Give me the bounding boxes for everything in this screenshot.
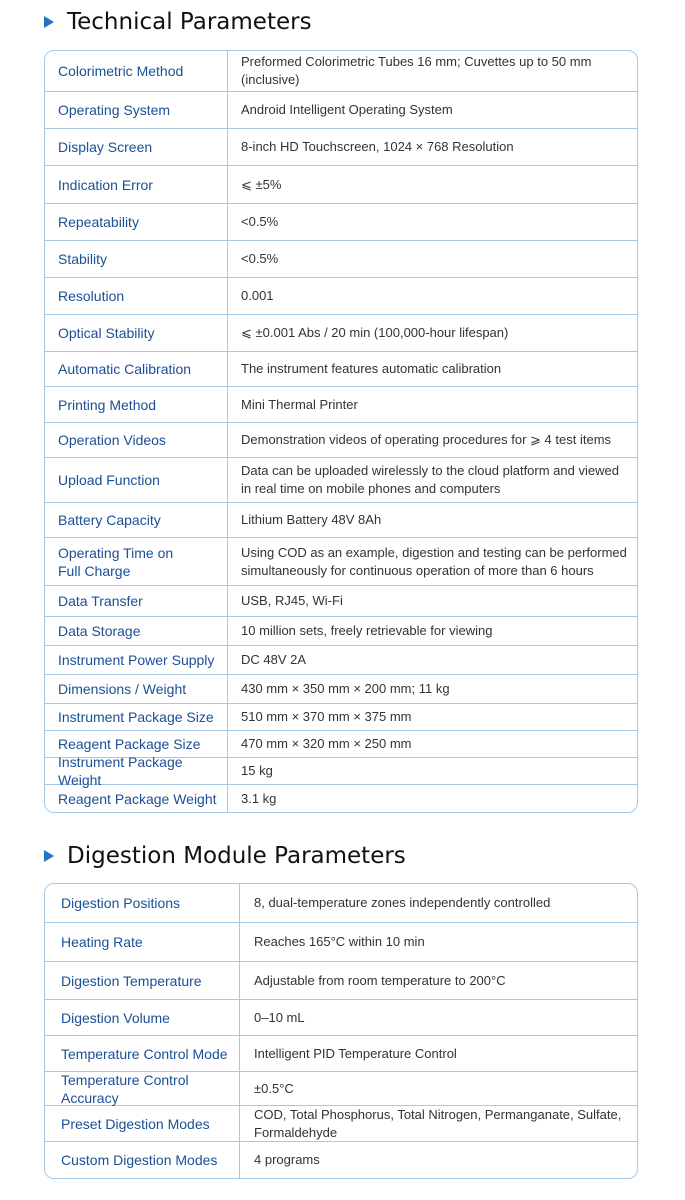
- parameter-value: Data can be uploaded wirelessly to the cloud platform and viewed in real time on mobile phones and computers: [241, 463, 619, 496]
- parameter-value: ⩽ ±5%: [241, 176, 282, 192]
- table-row: [45, 884, 637, 922]
- digestion-module-parameters-title: [44, 843, 406, 869]
- parameter-label: Preset Digestion Modes: [45, 1106, 240, 1141]
- technical-parameters-title-text: Technical Parameters: [67, 9, 312, 35]
- table-row: [45, 674, 637, 703]
- table-row: [45, 961, 637, 999]
- parameter-value: 8-inch HD Touchscreen, 1024 × 768 Resolution: [241, 139, 514, 154]
- table-row: [45, 165, 637, 203]
- parameter-label: Display Screen: [45, 129, 228, 165]
- parameter-value: The instrument features automatic calibration: [241, 361, 502, 376]
- parameter-value: 8, dual-temperature zones independently controlled: [254, 895, 551, 910]
- parameter-label: Reagent Package Weight: [45, 785, 228, 812]
- parameter-label: Upload Function: [45, 458, 228, 502]
- table-row: [45, 922, 637, 961]
- parameter-label: Operating System: [45, 92, 228, 128]
- table-row: [45, 203, 637, 240]
- triangle-bullet-icon: [44, 16, 54, 28]
- table-row: [45, 1071, 637, 1105]
- parameter-value: 430 mm × 350 mm × 200 mm; 11 kg: [241, 681, 450, 696]
- table-row: [45, 457, 637, 502]
- triangle-bullet-icon: [44, 850, 54, 862]
- parameter-label: Optical Stability: [45, 315, 228, 351]
- parameter-label: Indication Error: [45, 166, 228, 203]
- parameter-value: Android Intelligent Operating System: [241, 102, 453, 117]
- parameter-value: ±0.5°C: [254, 1080, 294, 1096]
- parameter-label: Data Storage: [45, 617, 228, 645]
- table-row: [45, 351, 637, 386]
- parameter-label: Stability: [45, 241, 228, 277]
- table-row: [45, 314, 637, 351]
- technical-parameters-table: [44, 50, 638, 813]
- parameter-value: Lithium Battery 48V 8Ah: [241, 512, 382, 527]
- parameter-value: <0.5%: [241, 214, 279, 229]
- parameter-value: 470 mm × 320 mm × 250 mm: [241, 736, 412, 751]
- parameter-label: Digestion Temperature: [45, 962, 240, 999]
- parameter-label: Instrument Power Supply: [45, 646, 228, 674]
- table-row: [45, 537, 637, 585]
- parameter-label: Instrument Package Weight: [45, 758, 228, 784]
- parameter-label: Printing Method: [45, 387, 228, 422]
- digestion-module-parameters-title-text: Digestion Module Parameters: [67, 843, 406, 869]
- table-row: [45, 784, 637, 812]
- table-row: [45, 1141, 637, 1178]
- table-row: [45, 277, 637, 314]
- parameter-label: Reagent Package Size: [45, 731, 228, 757]
- parameter-value: ⩽ ±0.001 Abs / 20 min (100,000-hour lifespan): [241, 325, 509, 340]
- parameter-label: Digestion Positions: [45, 884, 240, 922]
- technical-parameters-title: [44, 9, 312, 35]
- parameter-value: Adjustable from room temperature to 200°C: [254, 972, 506, 988]
- parameter-value: Reaches 165°C within 10 min: [254, 934, 425, 949]
- parameter-label: Temperature Control Accuracy: [45, 1072, 240, 1105]
- parameter-value: 0–10 mL: [254, 1009, 305, 1025]
- parameter-label: Data Transfer: [45, 586, 228, 616]
- table-row: [45, 703, 637, 730]
- parameter-value: Using COD as an example, digestion and testing can be performed simultaneously for continuous operation of more than 6 hours: [241, 544, 627, 578]
- parameter-value: 10 million sets, freely retrievable for viewing: [241, 623, 493, 638]
- parameter-value: <0.5%: [241, 251, 279, 266]
- table-row: [45, 240, 637, 277]
- parameter-value: Demonstration videos of operating procedures for ⩾ 4 test items: [241, 432, 612, 447]
- parameter-label: Dimensions / Weight: [45, 675, 228, 703]
- table-row: [45, 386, 637, 422]
- table-row: [45, 502, 637, 537]
- parameter-value: 0.001: [241, 288, 274, 303]
- parameter-value: 4 programs: [254, 1152, 320, 1167]
- parameter-label: Digestion Volume: [45, 1000, 240, 1035]
- parameter-value: Mini Thermal Printer: [241, 396, 358, 412]
- parameter-label: Colorimetric Method: [45, 51, 228, 91]
- parameter-label: Battery Capacity: [45, 503, 228, 537]
- parameter-value: Intelligent PID Temperature Control: [254, 1045, 457, 1061]
- parameter-label: Instrument Package Size: [45, 704, 228, 730]
- digestion-module-parameters-table: [44, 883, 638, 1179]
- parameter-label: Temperature Control Mode: [45, 1036, 240, 1071]
- table-row: [45, 91, 637, 128]
- table-row: [45, 645, 637, 674]
- parameter-value: 510 mm × 370 mm × 375 mm: [241, 709, 412, 724]
- parameter-label: Operation Videos: [45, 423, 228, 457]
- table-row: [45, 1105, 637, 1141]
- parameter-value: COD, Total Phosphorus, Total Nitrogen, Permanganate, Sulfate, Formaldehyde: [254, 1106, 622, 1140]
- table-row: [45, 1035, 637, 1071]
- parameter-value: USB, RJ45, Wi-Fi: [241, 593, 343, 608]
- parameter-label: Heating Rate: [45, 923, 240, 961]
- parameter-value: DC 48V 2A: [241, 652, 307, 667]
- parameter-label: Repeatability: [45, 204, 228, 240]
- table-row: [45, 754, 637, 788]
- parameter-value: 3.1 kg: [241, 790, 277, 806]
- parameter-value: Preformed Colorimetric Tubes 16 mm; Cuvettes up to 50 mm (inclusive): [241, 54, 592, 87]
- table-row: [45, 999, 637, 1035]
- table-row: [45, 51, 637, 91]
- table-row: [45, 422, 637, 457]
- table-row: [45, 585, 637, 616]
- parameter-label: Automatic Calibration: [45, 352, 228, 386]
- parameter-value: 15 kg: [241, 763, 273, 778]
- parameter-label: Custom Digestion Modes: [45, 1142, 240, 1178]
- table-row: [45, 616, 637, 645]
- parameter-label: Resolution: [45, 278, 228, 314]
- parameter-label: Operating Time on Full Charge: [45, 538, 228, 585]
- table-row: [45, 128, 637, 165]
